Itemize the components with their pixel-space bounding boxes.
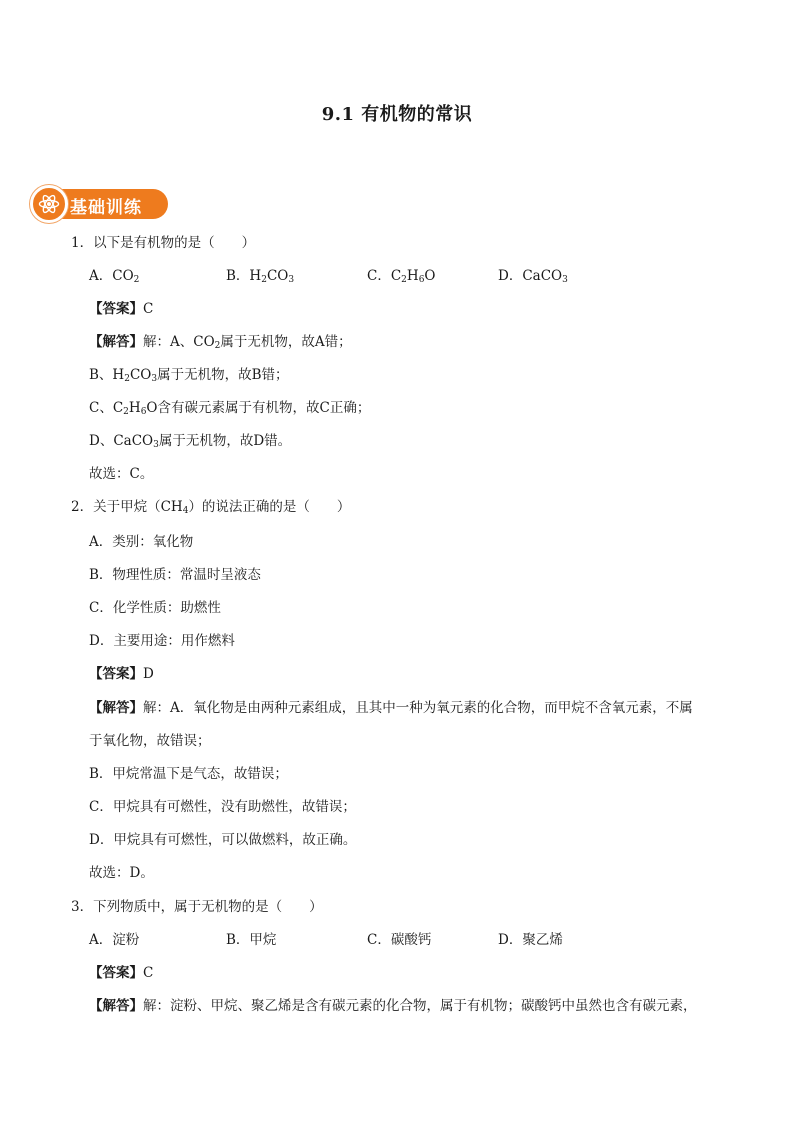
q2-option-a: A．类别：氧化物 [89,534,194,550]
section-label: 基础训练 [70,198,142,218]
q2-answer: 【答案】D [89,666,154,682]
q2-analysis-line-2: B．甲烷常温下是气态，故错误； [89,766,288,782]
q1-option-c: C．$C_2H_6O$ [367,268,436,285]
page-title: 9.1 有机物的常识 [321,104,473,125]
q2-analysis-line-4: D．甲烷具有可燃性，可以做燃料，故正确。 [89,832,357,848]
q2-analysis-line-3: C．甲烷具有可燃性，没有助燃性，故错误； [89,799,356,815]
q2-analysis-line-1b: 于氧化物，故错误； [89,733,211,749]
q3-stem: 3．下列物质中，属于无机物的是（ ） [71,899,323,915]
q1-option-a: A．$CO_2$ [89,268,140,285]
atom-icon [38,193,60,215]
q1-analysis-line-4: D、CaCO$_3$属于无机物，故D错。 [89,433,292,450]
q2-option-d: D．主要用途：用作燃料 [89,633,235,649]
q2-stem: 2．关于甲烷$(CH_4)$的说法正确的是（ ） [71,499,351,516]
q1-choice: 故选：C。 [89,466,154,482]
q1-answer: 【答案】C [89,301,154,317]
q2-option-b: B．物理性质：常温时呈液态 [89,567,261,583]
q1-analysis-line-3: C、$C_2H_6O$含有碳元素属于有机物，故C正确； [89,400,371,417]
q3-option-a: A．淀粉 [89,932,140,948]
q1-option-b: B．$H_2CO_3$ [226,268,295,285]
q2-analysis-line-1: 【解答】解：A．氧化物是由两种元素组成，且其中一种为氧元素的化合物，而甲烷不含氧元素，不属 [89,700,693,716]
q3-option-b: B．甲烷 [226,932,277,948]
q1-analysis-line-1: 【解答】解：A、$CO_2$属于无机物，故A错； [89,334,352,351]
q3-answer: 【答案】C [89,965,154,981]
q3-option-c: C．碳酸钙 [367,932,432,948]
q3-analysis-line-1: 【解答】解：淀粉、甲烷、聚乙烯是含有碳元素的化合物，属于有机物；碳酸钙中虽然也含有碳元素， [89,998,697,1014]
q3-option-d: D．聚乙烯 [498,932,563,948]
q2-option-c: C．化学性质：助燃性 [89,600,221,616]
q2-choice: 故选：D。 [89,865,154,881]
section-banner [30,185,170,223]
q1-stem: 1．以下是有机物的是（ ） [71,235,256,251]
banner-badge [30,185,68,223]
q1-option-d: D．CaCO$_3$ [498,268,568,285]
q1-analysis-line-2: B、$H_2CO_3$属于无机物，故B错； [89,367,289,384]
